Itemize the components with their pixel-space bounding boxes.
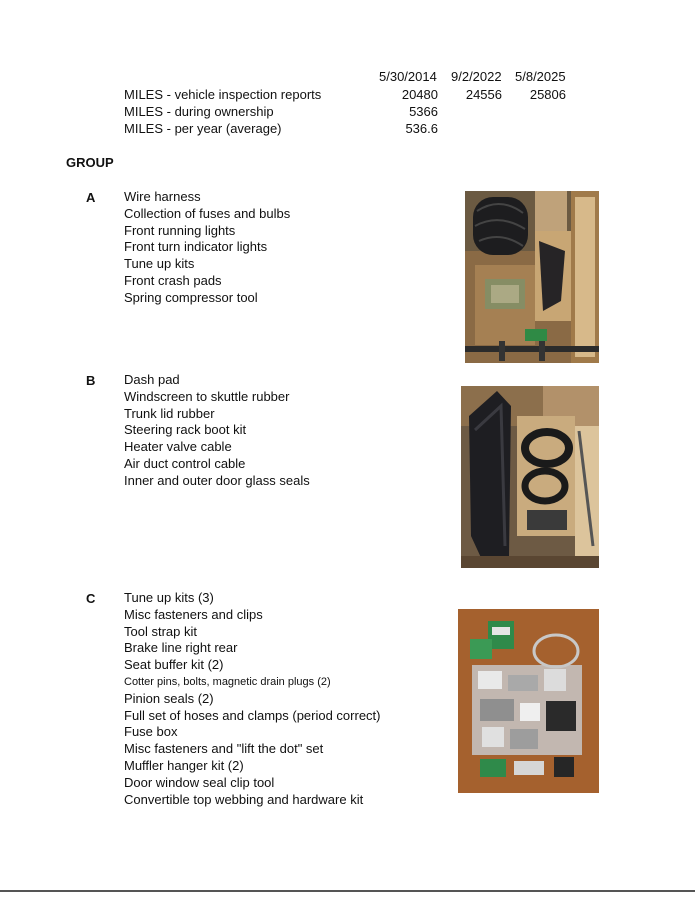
list-item: Spring compressor tool — [124, 289, 258, 305]
list-item: Front turn indicator lights — [124, 239, 268, 255]
group-letter-b: B — [86, 373, 96, 388]
mileage-label: MILES - during ownership — [124, 104, 274, 119]
list-item: Tool strap kit — [124, 623, 197, 639]
mileage-value: 24556 — [465, 87, 502, 102]
group-letter-c: C — [86, 591, 96, 606]
mileage-label: MILES - vehicle inspection reports — [124, 87, 322, 102]
list-item: Fuse box — [124, 724, 178, 740]
group-heading: GROUP — [66, 155, 114, 170]
list-item: Inner and outer door glass seals — [124, 472, 310, 488]
list-item: Front crash pads — [124, 272, 222, 288]
group-b-parts-photo — [461, 386, 599, 568]
list-item: Full set of hoses and clamps (period correct) — [124, 707, 381, 723]
mileage-value: 536.6 — [405, 121, 438, 136]
list-item: Tune up kits (3) — [124, 590, 214, 605]
group-c-parts-photo — [458, 609, 599, 793]
list-item: Misc fasteners and clips — [124, 606, 263, 622]
list-item: Muffler hanger kit (2) — [124, 757, 244, 773]
group-c-item-list — [124, 590, 381, 808]
list-item: Misc fasteners and "lift the dot" set — [124, 741, 324, 757]
list-item: Cotter pins, bolts, magnetic drain plugs (2) — [124, 675, 331, 688]
list-item: Brake line right rear — [124, 640, 238, 656]
list-item: Convertible top webbing and hardware kit — [124, 791, 364, 807]
list-item: Steering rack boot kit — [124, 422, 247, 438]
list-item: Collection of fuses and bulbs — [124, 205, 291, 221]
list-item: Air duct control cable — [124, 455, 246, 471]
list-item: Front running lights — [124, 222, 236, 238]
mileage-label: MILES - per year (average) — [124, 121, 282, 136]
list-item: Dash pad — [124, 372, 180, 387]
list-item: Wire harness — [124, 189, 201, 204]
mileage-value: 25806 — [529, 87, 566, 102]
mileage-value: 5366 — [409, 104, 438, 119]
list-item: Seat buffer kit (2) — [124, 657, 224, 673]
group-a-parts-photo — [465, 191, 599, 363]
mileage-value: 20480 — [401, 87, 438, 102]
date-header-1: 5/30/2014 — [379, 69, 437, 84]
date-header-3: 5/8/2025 — [515, 69, 566, 84]
mileage-row-inspection — [124, 87, 584, 104]
list-item: Tune up kits — [124, 256, 195, 272]
date-header-2: 9/2/2022 — [451, 69, 502, 84]
list-item: Pinion seals (2) — [124, 690, 214, 706]
mileage-row-ownership — [124, 104, 584, 121]
list-item: Heater valve cable — [124, 439, 232, 455]
group-a-item-list — [124, 189, 290, 307]
group-letter-a: A — [86, 190, 96, 205]
page-bottom-rule — [0, 890, 695, 892]
group-b-item-list — [124, 372, 310, 490]
list-item: Windscreen to skuttle rubber — [124, 388, 290, 404]
list-item: Trunk lid rubber — [124, 405, 215, 421]
list-item: Door window seal clip tool — [124, 774, 275, 790]
mileage-row-per-year — [124, 121, 584, 138]
